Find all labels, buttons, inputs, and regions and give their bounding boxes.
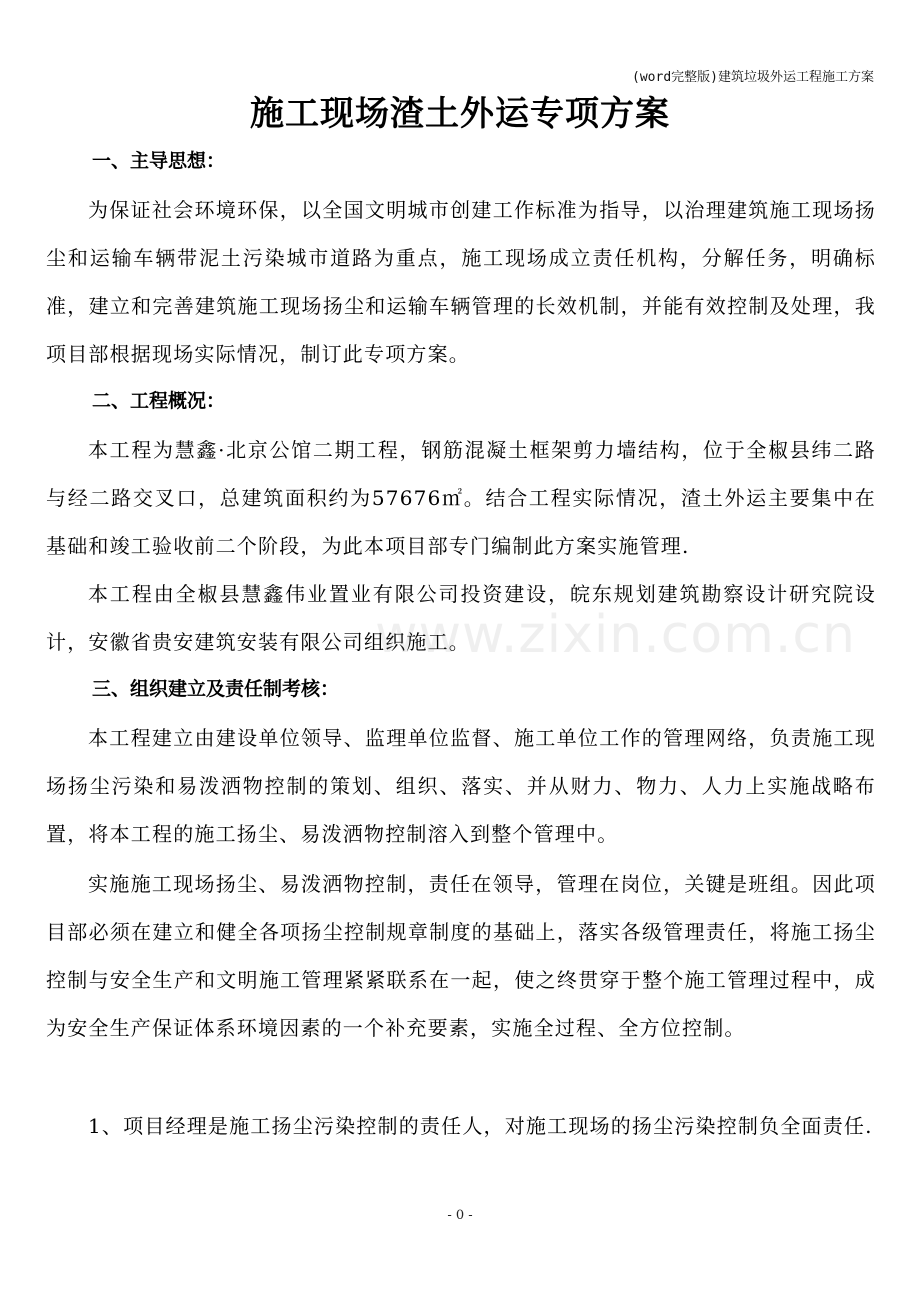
paragraph-2-2: 本工程由全椒县慧鑫伟业置业有限公司投资建设，皖东规划建筑勘察设计研究院设计，安徽省贵安建筑安装有限公司组织施工。 xyxy=(46,582,876,654)
section-heading-3: 三、组织建立及责任制考核： xyxy=(92,678,340,700)
paragraph-3-1: 本工程建立由建设单位领导、监理单位监督、施工单位工作的管理网络，负责施工现场扬尘污染和易泼洒物控制的策划、组织、落实、并从财力、物力、人力上实施战略布置，将本工程的施工扬尘、易泼洒物控制溶入到整个管理中。 xyxy=(46,726,876,846)
paragraph-1-1: 为保证社会环境环保，以全国文明城市创建工作标准为指导，以治理建筑施工现场扬尘和运输车辆带泥土污染城市道路为重点，施工现场成立责任机构，分解任务，明确标准，建立和完善建筑施工现场扬尘和运输车辆管理的长效机制，并能有效控制及处理，我项目部根据现场实际情况，制订此专项方案。 xyxy=(46,198,876,366)
watermark: www.zixin.com.cn xyxy=(375,605,856,665)
page-title: 施工现场渣土外运专项方案 xyxy=(250,94,670,134)
header-note: (word完整版)建筑垃圾外运工程施工方案 xyxy=(632,70,874,85)
paragraph-3-2: 实施施工现场扬尘、易泼洒物控制，责任在领导，管理在岗位，关键是班组。因此项目部必须在建立和健全各项扬尘控制规章制度的基础上，落实各级管理责任，将施工扬尘控制与安全生产和文明施工管理紧紧联系在一起，使之终贯穿于整个施工管理过程中，成为安全生产保证体系环境因素的一个补充要素，实施全过程、全方位控制。 xyxy=(46,872,876,1040)
section-heading-1: 一、主导思想： xyxy=(92,150,226,172)
paragraph-2-1: 本工程为慧鑫·北京公馆二期工程，钢筋混凝土框架剪力墙结构，位于全椒县纬二路与经二路交叉口，总建筑面积约为57676㎡。结合工程实际情况，渣土外运主要集中在基础和竣工验收前二个阶段，为此本项目部专门编制此方案实施管理. xyxy=(46,438,876,558)
paragraph-3-3: 1、项目经理是施工扬尘污染控制的责任人，对施工现场的扬尘污染控制负全面责任. xyxy=(88,1114,873,1138)
page-number: - 0 - xyxy=(447,1208,473,1223)
section-heading-2: 二、工程概况： xyxy=(92,390,226,412)
